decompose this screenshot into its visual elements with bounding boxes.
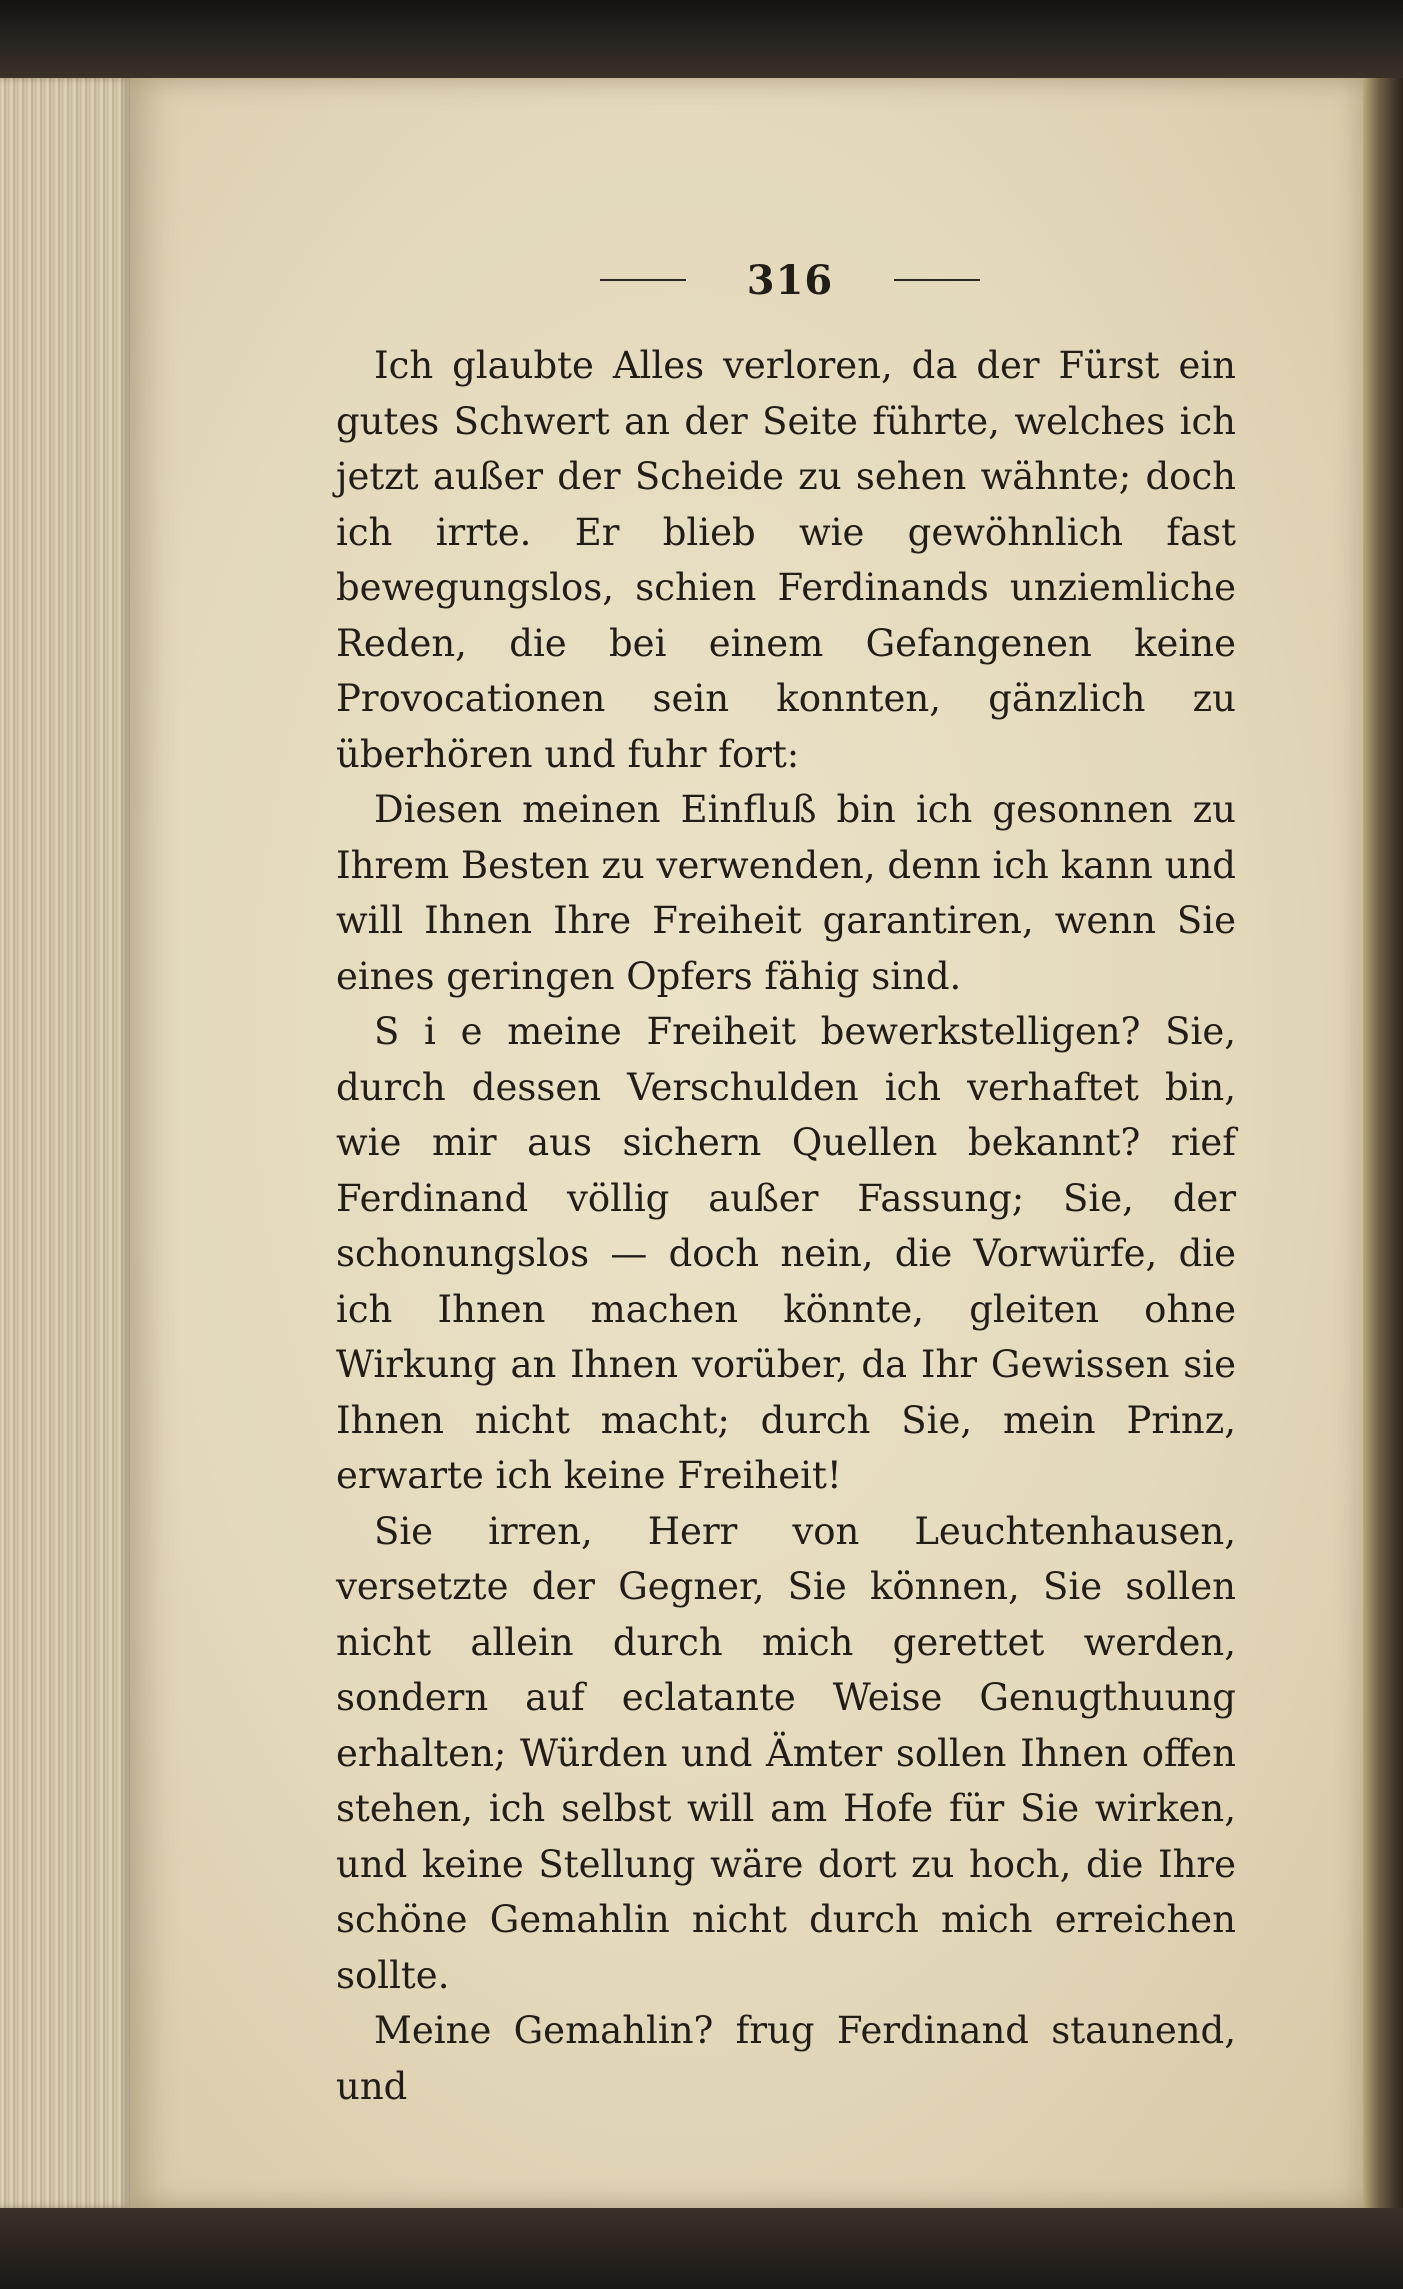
header-rule-right	[894, 279, 980, 281]
book-binding-top	[0, 0, 1403, 78]
page-number: 316	[746, 256, 834, 304]
book-binding-bottom	[0, 2208, 1403, 2289]
page-header	[600, 250, 980, 310]
paragraph: Meine Gemahlin? frug Ferdinand staunend, und	[336, 2009, 1236, 2108]
body-text	[336, 338, 1236, 2114]
paragraph: S i e meine Freiheit bewerkstelligen? Sie, durch dessen Verschulden ich verhaftet bin, wie mir aus sichern Quellen bekannt? rief Ferdinand völlig außer Fassung; Sie, der schonungslos — doch nein, die Vorwürfe, die ich Ihnen machen könnte, gleiten ohne Wirkung an Ihnen vorüber, da Ihr Gewissen sie Ihnen nicht macht; durch Sie, mein Prinz, erwarte ich keine Freiheit!	[336, 1010, 1236, 1497]
paragraph: Diesen meinen Einfluß bin ich gesonnen zu Ihrem Besten zu verwenden, denn ich kann und will Ihnen Ihre Freiheit garantiren, wenn Sie eines geringen Opfers fähig sind.	[336, 788, 1236, 998]
book-spine	[1363, 78, 1403, 2208]
paragraph: Ich glaubte Alles verloren, da der Fürst ein gutes Schwert an der Seite führte, welches ich jetzt außer der Scheide zu sehen wähnte; doch ich irrte. Er blieb wie gewöhnlich fast bewegungslos, schien Ferdinands unziemliche Reden, die bei einem Gefangenen keine Provocationen sein konnten, gänzlich zu überhören und fuhr fort:	[336, 344, 1236, 776]
page-edges	[0, 78, 132, 2208]
paragraph: Sie irren, Herr von Leuchtenhausen, versetzte der Gegner, Sie können, Sie sollen nicht allein durch mich gerettet werden, sondern auf eclatante Weise Genugthuung erhalten; Würden und Ämter sollen Ihnen offen stehen, ich selbst will am Hofe für Sie wirken, und keine Stellung wäre dort zu hoch, die Ihre schöne Gemahlin nicht durch mich erreichen sollte.	[336, 1509, 1236, 1997]
header-rule-left	[600, 279, 686, 281]
